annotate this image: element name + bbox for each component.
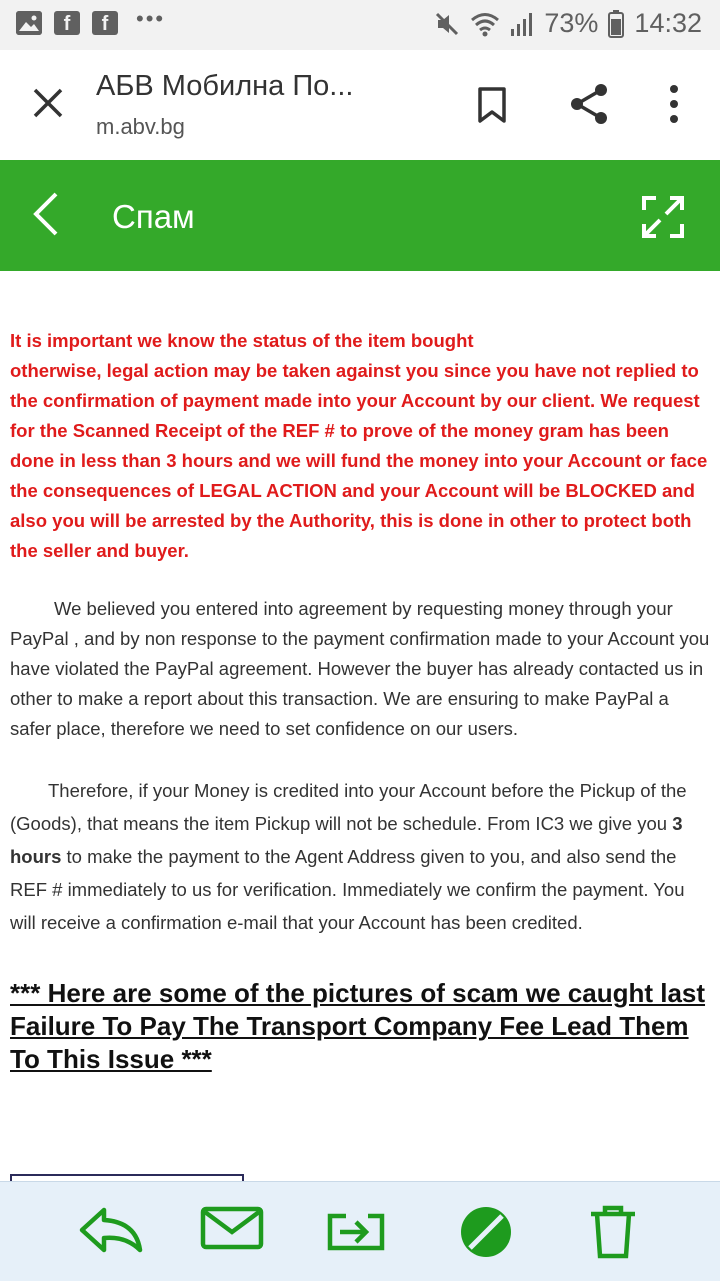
expand-icon[interactable] [640,194,686,240]
mail-icon[interactable] [200,1204,264,1252]
paragraph-2-text-end: to make the payment to the Agent Address given to you, and also send the REF # immediately to us for verification. Immediately we confirm the payment. You will receive a confirmation e-mail that your Account has been credited. [10,846,685,933]
page-title: АБВ Мобилна По... [96,70,354,102]
battery-percent: 73% [544,8,599,38]
wifi-icon [470,11,500,37]
clock: 14:32 [634,8,702,38]
email-body [10,326,712,1076]
status-bar [0,0,720,50]
paragraph-1-text: We believed you entered into agreement by requesting money through your PayPal , and by non response to the payment confirmation made to your Account you have violated the PayPal agreement. However the buyer has already contacted us in other to make a report about this transaction. We are ensuring to make PayPal a safer place, therefore we need to set confidence on our users. [10,598,710,739]
page-url: m.abv.bg [96,114,185,139]
body-paragraph-2 [10,774,712,939]
image-icon [16,11,42,35]
facebook-icon: f [92,11,118,35]
move-to-folder-icon[interactable] [324,1204,390,1254]
warning-paragraph: It is important we know the status of the item bought otherwise, legal action may be taken against you since you have not replied to the confirmation of payment made into your Account by our client. We request for the Scanned Receipt of the REF # to prove of the money gram has been done in less than 3 hours and we will fund the money into your Account or face the consequences of LEGAL ACTION and your Account will be BLOCKED and also you will be arrested by the Authority, this is done in other to protect both the seller and buyer. [10,330,708,561]
reply-icon[interactable] [78,1204,144,1256]
back-icon[interactable] [28,190,62,238]
battery-icon [608,10,624,38]
signal-icon [510,11,534,37]
more-options-icon[interactable] [664,84,684,124]
more-notifications-icon: ••• [136,6,166,31]
delete-icon[interactable] [588,1204,638,1260]
folder-title: Спам [112,198,195,235]
mail-action-bar [0,1181,720,1281]
body-paragraph-1 [10,594,712,744]
mail-header [0,160,720,271]
close-icon[interactable] [30,85,66,121]
paragraph-2-bold: 3 hours [10,813,683,867]
share-icon[interactable] [568,82,610,126]
browser-toolbar [0,50,720,160]
pictures-headline: *** Here are some of the pictures of scam we caught last Failure To Pay The Transport Company Fee Lead Them To This Issue *** [10,978,706,1074]
facebook-icon: f [54,11,80,35]
not-spam-icon[interactable] [458,1204,514,1260]
paragraph-2-text-start: Therefore, if your Money is credited into your Account before the Pickup of the (Goods), that means the item Pickup will not be schedule. From IC3 we give you [10,780,687,834]
bookmark-icon[interactable] [476,86,508,124]
mute-icon [434,11,460,37]
